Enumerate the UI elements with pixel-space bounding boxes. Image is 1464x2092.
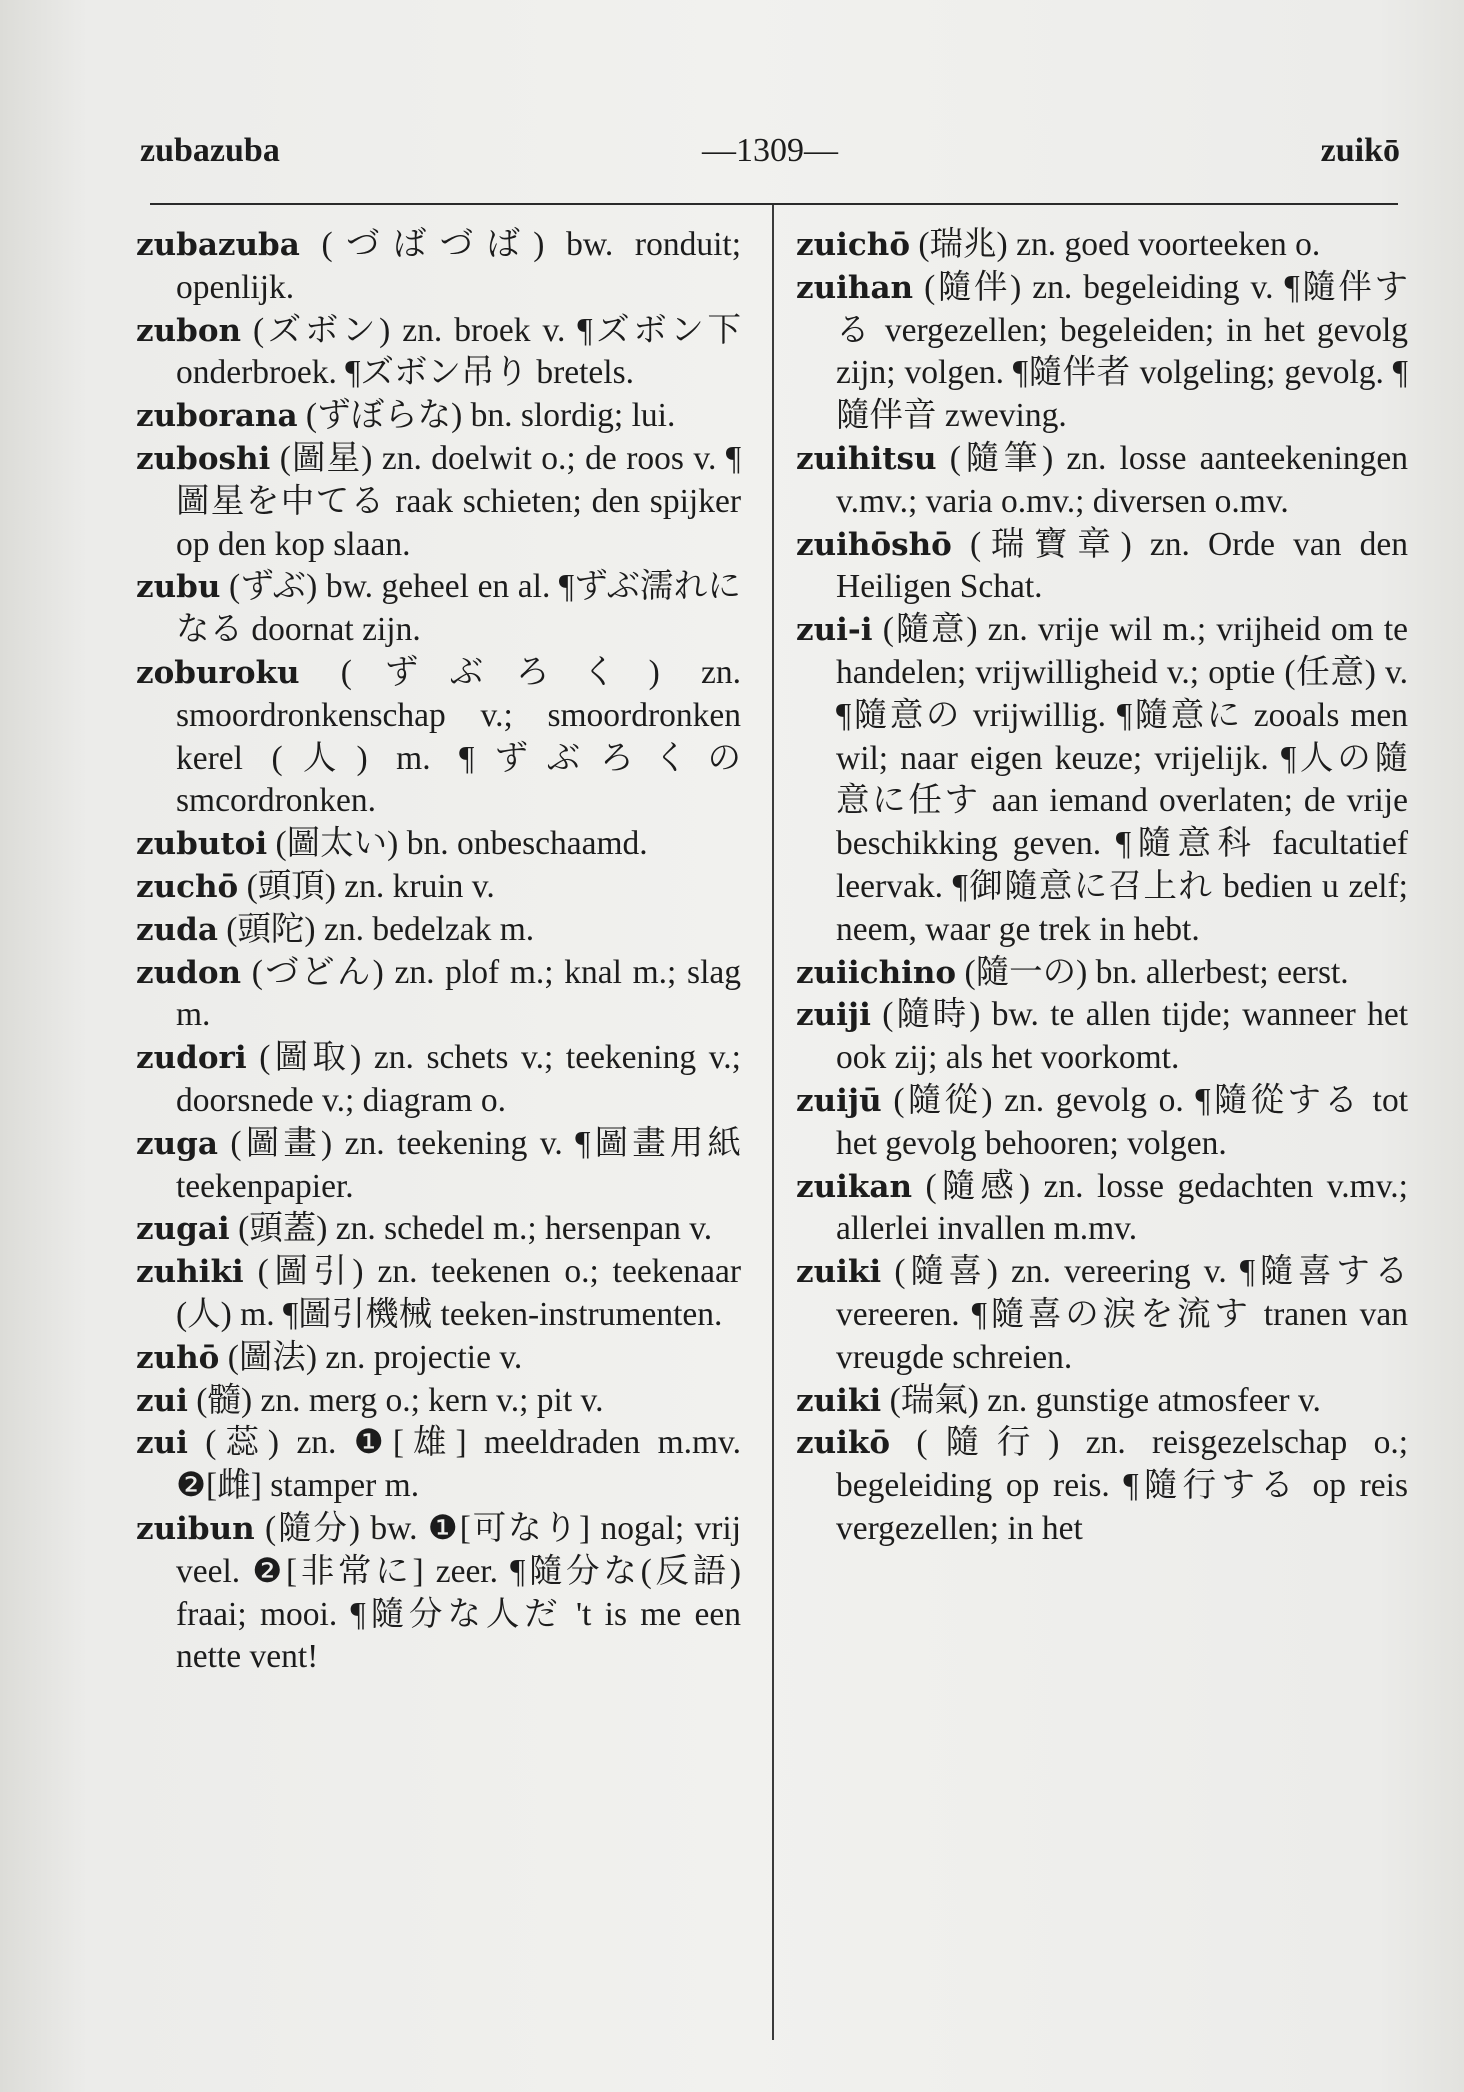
entry-headword: zubutoi <box>136 826 268 863</box>
column-divider <box>772 205 774 2040</box>
entry-definition: (隨分) bw. ❶[可なり] nogal; vrij veel. ❷[非常に] zeer. ¶隨分な(反語) fraai; mooi. ¶隨分な人だ 't is me een nette vent! <box>176 1509 741 1676</box>
entry-definition: (ずぶ) bw. geheel en al. ¶ずぶ濡れになる doornat zijn. <box>176 568 741 649</box>
entry-headword: zuikan <box>796 1168 913 1205</box>
entry-headword: zuiki <box>796 1254 882 1291</box>
dictionary-entry <box>136 224 741 310</box>
entry-headword: zuikō <box>796 1425 891 1462</box>
entry-definition: (隨時) bw. te allen tijde; wanneer het ook zij; als het voorkomt. <box>836 996 1408 1077</box>
entry-definition: (隨喜) zn. vereering v. ¶隨喜する vereeren. ¶隨喜の涙を流す tranen van vreugde schreien. <box>836 1253 1409 1376</box>
dictionary-entry <box>136 1251 741 1337</box>
dictionary-entry <box>136 566 741 652</box>
entry-headword: zuiji <box>796 997 871 1034</box>
entry-definition: (圖引) zn. teekenen o.; teekenaar (人) m. ¶圖引機械 teeken-instrumenten. <box>176 1253 741 1333</box>
entry-definition: (蕊) zn. ❶[雄] meeldraden m.mv. ❷[雌] stamper m. <box>176 1424 742 1505</box>
entry-headword: zudori <box>136 1040 247 1077</box>
entry-definition: (圖太い) bn. onbeschaamd. <box>275 825 648 863</box>
entry-headword: zuhiki <box>136 1254 244 1291</box>
dictionary-entry <box>796 438 1408 524</box>
header-rule <box>150 203 1398 205</box>
dictionary-entry <box>796 267 1408 438</box>
entry-definition: (圖取) zn. schets v.; teekening v.; doorsnede v.; diagram o. <box>176 1039 741 1119</box>
entry-definition: (瑞寶章) zn. Orde van den Heiligen Schat. <box>836 525 1409 606</box>
entry-definition: (頭蓋) zn. schedel m.; hersenpan v. <box>238 1210 713 1248</box>
entry-definition: (ズボン) zn. broek v. ¶ズボン下 onderbroek. ¶ズボン吊り bretels. <box>176 311 741 392</box>
page-number: —1309— <box>702 132 838 169</box>
dictionary-entry <box>136 1380 741 1423</box>
entry-headword: zuiichino <box>796 954 957 991</box>
dictionary-entry <box>796 524 1408 610</box>
entry-headword: zuborana <box>136 398 298 435</box>
entry-definition: (隨筆) zn. losse aanteekeningen v.mv.; varia o.mv.; diversen o.mv. <box>836 439 1408 520</box>
dictionary-entry <box>136 395 741 438</box>
dictionary-entry <box>796 224 1408 267</box>
entry-definition: (ずぶろく) zn. smoordronkenschap v.; smoordronken kerel (人) m. ¶ずぶろくの smcordronken. <box>176 653 741 820</box>
entry-definition: (頭陀) zn. bedelzak m. <box>226 910 535 948</box>
entry-headword: zuichō <box>796 227 911 263</box>
entry-headword: zubon <box>136 312 242 349</box>
entry-headword: zugai <box>136 1211 230 1248</box>
entry-definition: (隨行) zn. reisgezelschap o.; begeleiding op reis. ¶隨行する op reis vergezellen; in het <box>836 1424 1409 1547</box>
dictionary-entry <box>136 1037 741 1123</box>
entry-definition: (隨感) zn. losse gedachten v.mv.; allerlei invallen m.mv. <box>836 1167 1408 1248</box>
entry-headword: zubu <box>136 569 221 606</box>
entry-headword: zui <box>136 1425 188 1462</box>
entry-headword: zuihōshō <box>796 526 952 563</box>
entry-definition: (圖畫) zn. teekening v. ¶圖畫用紙 teekenpapier. <box>176 1124 742 1205</box>
entry-definition: (瑞兆) zn. goed voorteeken o. <box>918 226 1321 263</box>
dictionary-entry <box>136 952 741 1038</box>
dictionary-entry <box>136 652 741 823</box>
dictionary-entry <box>136 1508 741 1679</box>
running-head <box>140 132 1400 182</box>
dictionary-entry <box>136 438 741 566</box>
entry-definition: (隨從) zn. gevolg o. ¶隨從する tot het gevolg behooren; volgen. <box>836 1081 1408 1162</box>
entry-definition: (瑞氣) zn. gunstige atmosfeer v. <box>889 1381 1321 1419</box>
entry-definition: (隨意) zn. vrije wil m.; vrijheid om te handelen; vrijwilligheid v.; optie (任意) v. ¶隨意の vrijwillig. ¶隨意に zooals men wil; naar eigen keuze; vrijelijk. ¶人の隨意に任す aan iemand overlaten; de vrije beschikking geven. ¶隨意科 facultatief leervak. ¶御隨意に召上れ bedien u zelf; neem, waar ge trek in hebt. <box>836 611 1408 948</box>
dictionary-entry <box>796 1251 1408 1379</box>
entry-headword: zuboshi <box>136 440 271 477</box>
guide-word-left: zubazuba <box>140 132 280 169</box>
dictionary-entry <box>136 823 741 866</box>
entry-headword: zuijū <box>796 1082 882 1119</box>
dictionary-entry <box>136 1337 741 1380</box>
entry-definition: (髓) zn. merg o.; kern v.; pit v. <box>196 1381 604 1419</box>
dictionary-entry <box>136 866 741 909</box>
right-column <box>796 224 1408 1551</box>
guide-word-right: zuikō <box>1320 132 1400 169</box>
entry-definition: (隨一の) bn. allerbest; eerst. <box>964 953 1349 991</box>
entry-headword: zoburoku <box>136 654 300 691</box>
entry-definition: (隨伴) zn. begeleiding v. ¶隨伴する vergezellen; begeleiden; in het gevolg zijn; volgen. ¶隨伴者 volgeling; gevolg. ¶隨伴音 zweving. <box>836 268 1409 435</box>
entry-headword: zui-i <box>796 612 873 649</box>
dictionary-entry <box>796 952 1408 995</box>
dictionary-entry <box>796 994 1408 1080</box>
entry-definition: (づどん) zn. plof m.; knal m.; slag m. <box>176 953 741 1034</box>
entry-headword: zuda <box>136 911 218 948</box>
entry-definition: (づばづば) bw. ronduit; openlijk. <box>176 226 741 306</box>
entry-headword: zui <box>136 1382 188 1419</box>
dictionary-entry <box>136 310 741 396</box>
dictionary-entry <box>136 1123 741 1209</box>
entry-headword: zuibun <box>136 1510 255 1547</box>
entry-headword: zuhō <box>136 1339 220 1376</box>
dictionary-entry <box>136 1422 741 1508</box>
entry-definition: (圖星) zn. doelwit o.; de roos v. ¶圖星を中てる raak schieten; den spijker op den kop slaan. <box>176 439 742 563</box>
dictionary-entry <box>136 1208 741 1251</box>
entry-definition: (圖法) zn. projectie v. <box>227 1338 523 1376</box>
dictionary-entry <box>796 1380 1408 1423</box>
entry-headword: zudon <box>136 954 242 991</box>
dictionary-entry <box>796 1080 1408 1166</box>
dictionary-entry <box>796 1166 1408 1252</box>
entry-definition: (ずぼらな) bn. slordig; lui. <box>305 397 676 435</box>
entry-headword: zuchō <box>136 868 239 905</box>
entry-definition: (頭頂) zn. kruin v. <box>246 867 495 905</box>
dictionary-entry <box>796 609 1408 951</box>
dictionary-entry <box>136 909 741 952</box>
entry-headword: zuga <box>136 1125 218 1162</box>
entry-headword: zuihitsu <box>796 440 937 477</box>
dictionary-entry <box>796 1422 1408 1550</box>
left-column <box>136 224 741 1679</box>
entry-headword: zuihan <box>796 269 914 306</box>
entry-headword: zubazuba <box>136 227 300 263</box>
entry-headword: zuiki <box>796 1382 882 1419</box>
